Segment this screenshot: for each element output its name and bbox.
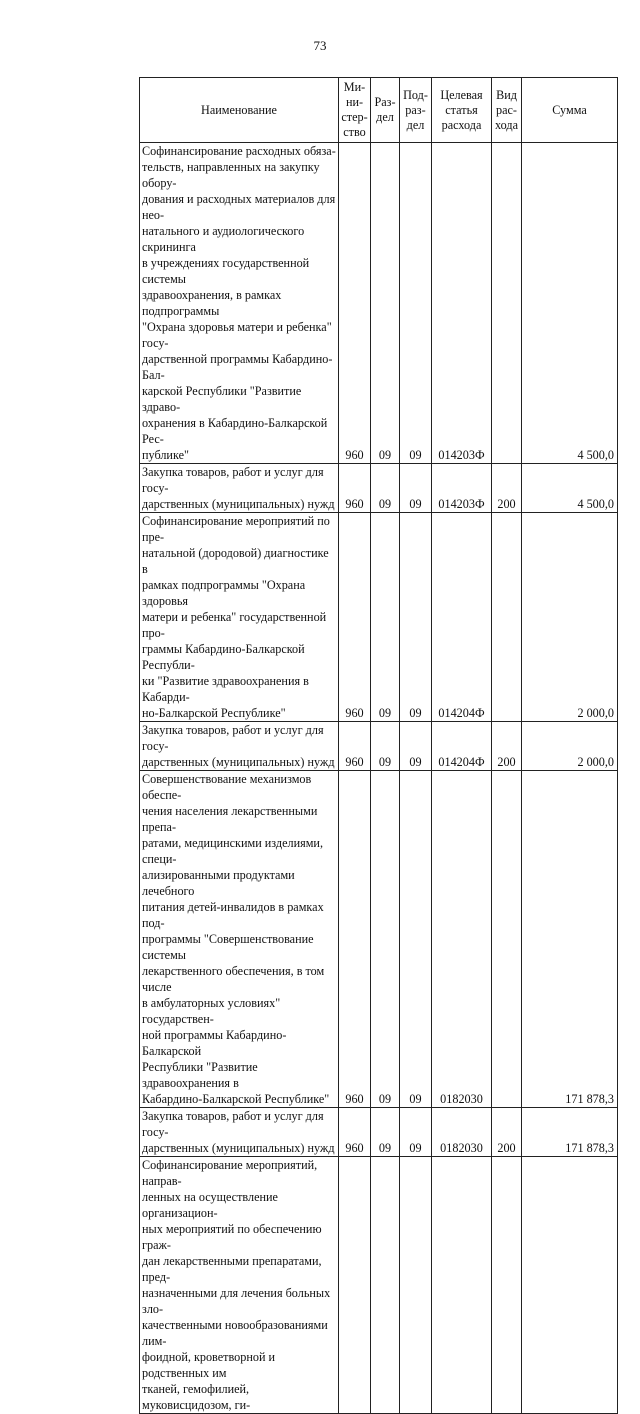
cell-target: 014204Ф xyxy=(432,513,492,722)
table-row xyxy=(140,771,618,1108)
cell-ministry: 960 xyxy=(339,722,371,771)
cell-name: Софинансирование расходных обяза- тельств, направленных на закупку обору- дования и расходных материалов для нео- натального и аудиологического скрининга в учреждениях государственной системы здравоохранения, в рамках подпрограммы "Охрана здоровья матери и ребенка" госу- дарственной программы Кабардино-Бал- карской Республики "Развитие здраво- охранения в Кабардино-Балкарской Рес- публике" xyxy=(140,143,339,464)
cell-sum xyxy=(522,1157,618,1414)
header-type: Вид рас- хода xyxy=(492,78,522,143)
cell-subsection: 09 xyxy=(400,1108,432,1157)
table-row xyxy=(140,1108,618,1157)
header-section: Раз- дел xyxy=(371,78,400,143)
cell-section: 09 xyxy=(371,143,400,464)
cell-name: Закупка товаров, работ и услуг для госу- дарственных (муниципальных) нужд xyxy=(140,464,339,513)
cell-ministry: 960 xyxy=(339,464,371,513)
header-name: Наименование xyxy=(140,78,339,143)
cell-sum: 171 878,3 xyxy=(522,1108,618,1157)
cell-subsection: 09 xyxy=(400,513,432,722)
header-ministry: Ми- ни- стер- ство xyxy=(339,78,371,143)
table-row xyxy=(140,464,618,513)
cell-subsection: 09 xyxy=(400,143,432,464)
table-header-row xyxy=(140,78,618,143)
cell-section: 09 xyxy=(371,771,400,1108)
cell-name: Софинансирование мероприятий по пре- натальной (дородовой) диагностике в рамках подпрограммы "Охрана здоровья матери и ребенка" государственной про- граммы Кабардино-Балкарской Республи- ки "Развитие здравоохранения в Кабарди- но-Балкарской Республике" xyxy=(140,513,339,722)
cell-name: Закупка товаров, работ и услуг для госу- дарственных (муниципальных) нужд xyxy=(140,722,339,771)
cell-subsection xyxy=(400,1157,432,1414)
budget-table xyxy=(139,77,618,1414)
cell-ministry: 960 xyxy=(339,143,371,464)
cell-type: 200 xyxy=(492,464,522,513)
cell-ministry: 960 xyxy=(339,771,371,1108)
cell-type: 200 xyxy=(492,722,522,771)
cell-target: 014204Ф xyxy=(432,722,492,771)
cell-type xyxy=(492,513,522,722)
cell-ministry: 960 xyxy=(339,513,371,722)
cell-sum: 2 000,0 xyxy=(522,513,618,722)
cell-sum: 4 500,0 xyxy=(522,464,618,513)
cell-target: 0182030 xyxy=(432,771,492,1108)
cell-type xyxy=(492,143,522,464)
cell-subsection: 09 xyxy=(400,722,432,771)
cell-section xyxy=(371,1157,400,1414)
cell-target: 0182030 xyxy=(432,1108,492,1157)
cell-section: 09 xyxy=(371,722,400,771)
header-target: Целевая статья расхода xyxy=(432,78,492,143)
cell-section: 09 xyxy=(371,513,400,722)
table-row xyxy=(140,1157,618,1414)
header-sum: Сумма xyxy=(522,78,618,143)
cell-section: 09 xyxy=(371,1108,400,1157)
cell-subsection: 09 xyxy=(400,771,432,1108)
cell-subsection: 09 xyxy=(400,464,432,513)
cell-name: Софинансирование мероприятий, направ- ленных на осуществление организацион- ных мероприятий по обеспечению граж- дан лекарственными препаратами, пред- назначенными для лечения больных зло- качественными новообразованиями лим- фоидной, кроветворной и родственных им тканей, гемофилией, муковисцидозом, ги- xyxy=(140,1157,339,1414)
cell-target: 014203Ф xyxy=(432,464,492,513)
cell-name: Совершенствование механизмов обеспе- чения населения лекарственными препа- ратами, медицинскими изделиями, специ- ализированными продуктами лечебного питания детей-инвалидов в рамках под- программы "Совершенствование системы лекарственного обеспечения, в том числе в амбулаторных условиях" государствен- ной программы Кабардино-Балкарской Республики "Развитие здравоохранения в Кабардино-Балкарской Республике" xyxy=(140,771,339,1108)
table-row xyxy=(140,722,618,771)
cell-type: 200 xyxy=(492,1108,522,1157)
cell-type xyxy=(492,1157,522,1414)
cell-section: 09 xyxy=(371,464,400,513)
cell-sum: 171 878,3 xyxy=(522,771,618,1108)
cell-target xyxy=(432,1157,492,1414)
cell-target: 014203Ф xyxy=(432,143,492,464)
cell-ministry xyxy=(339,1157,371,1414)
table-row xyxy=(140,143,618,464)
cell-ministry: 960 xyxy=(339,1108,371,1157)
cell-type xyxy=(492,771,522,1108)
table-row xyxy=(140,513,618,722)
cell-name: Закупка товаров, работ и услуг для госу- дарственных (муниципальных) нужд xyxy=(140,1108,339,1157)
page-number: 73 xyxy=(313,38,327,53)
cell-sum: 4 500,0 xyxy=(522,143,618,464)
cell-sum: 2 000,0 xyxy=(522,722,618,771)
header-subsection: Под- раз- дел xyxy=(400,78,432,143)
